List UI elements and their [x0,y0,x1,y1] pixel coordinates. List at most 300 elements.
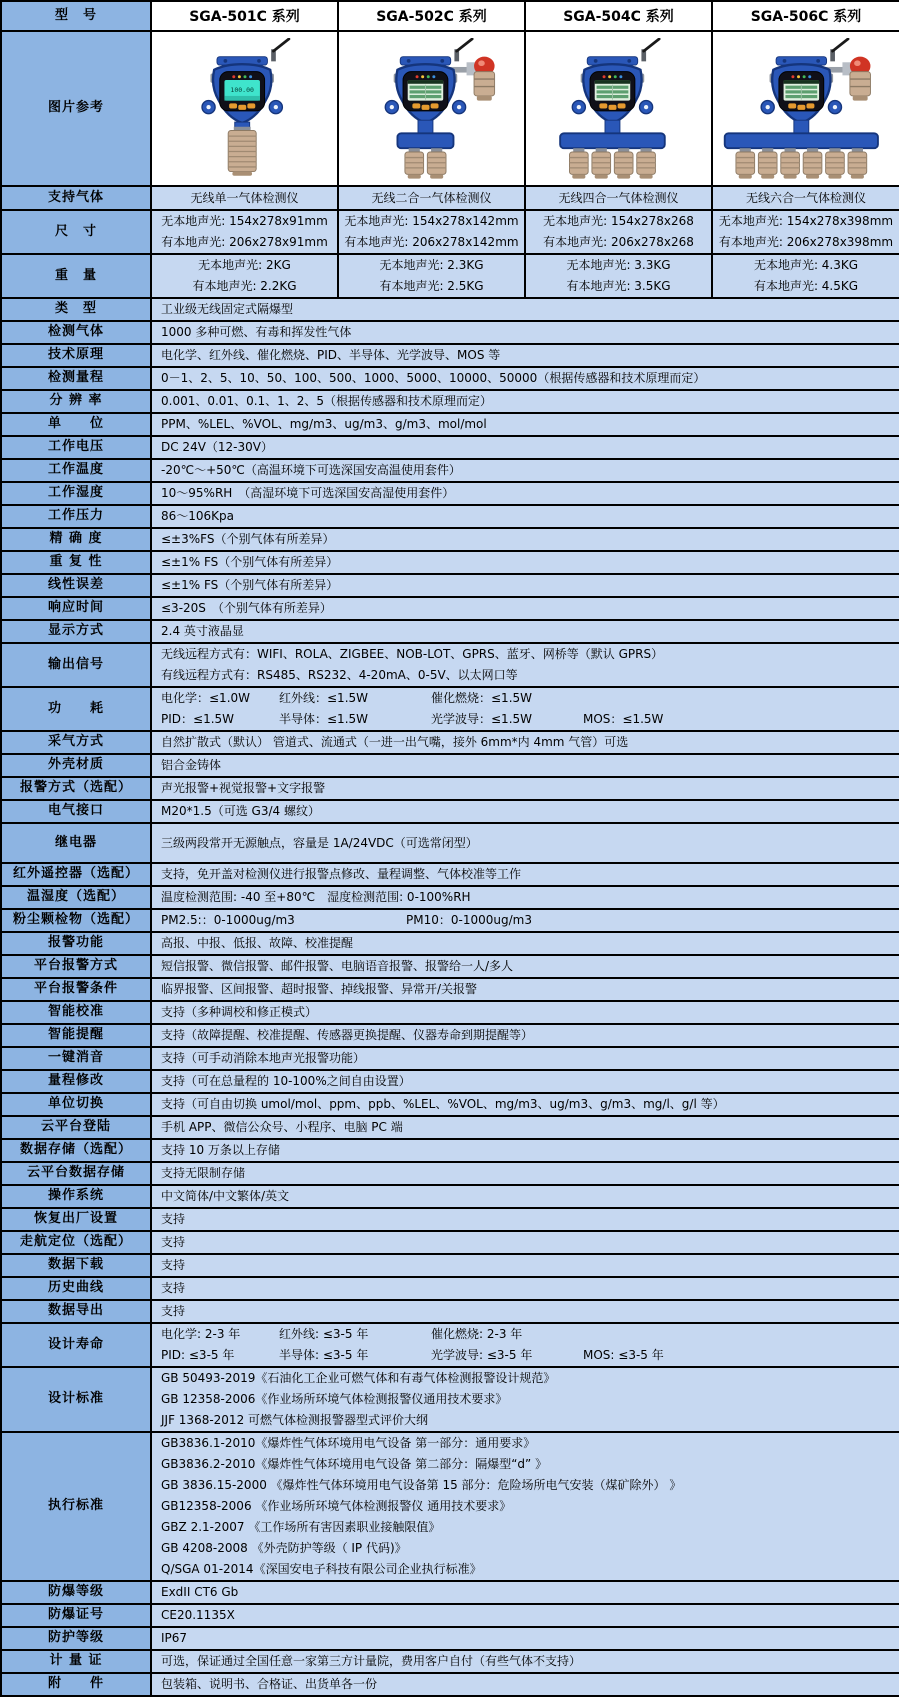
spec-line [161,1232,899,1253]
row-label: 工作温度 [1,459,151,482]
spec-text: 电化学：≤1.0W [161,691,251,705]
spec-line [161,833,899,854]
sensor-head [228,126,256,175]
sensor-head [826,148,845,178]
spec-text: GB3836.1-2010《爆炸性气体环境用电气设备 第一部分：通用要求》 [161,1436,536,1450]
row-label: 附 件 [1,1673,151,1696]
spec-line [161,483,899,504]
row-label: 防爆等级 [1,1581,151,1604]
product-image-sga-502c [338,31,525,186]
spec-value-cell [151,863,899,886]
product-image-sga-506c [712,31,899,186]
product-value: 无线二合一气体检测仪 [371,190,492,205]
row-label: 显示方式 [1,620,151,643]
spec-line [161,1674,899,1695]
spec-row [1,1300,899,1323]
spec-row [1,932,899,955]
spec-row [1,551,899,574]
spec-text: 支持（可在总量程的 10-100%之间自由设置） [161,1074,411,1088]
spec-text: 手机 APP、微信公众号、小程序、电脑 PC 端 [161,1120,403,1134]
spec-text: Q/SGA 01-2014《深国安电子科技有限公司企业执行标准》 [161,1562,482,1576]
spec-line [161,621,899,642]
spec-row [1,597,899,620]
sensor-head [591,148,610,178]
spec-line [161,1117,899,1138]
sensor-head [758,148,777,178]
spec-value-cell [151,1162,899,1185]
row-label: 输出信号 [1,643,151,687]
spec-row [1,978,899,1001]
spec-value-cell [151,574,899,597]
row-label: 尺 寸 [1,210,151,254]
spec-value-cell [151,731,899,754]
row-label: 云平台登陆 [1,1116,151,1139]
spec-text: 催化燃烧: 2-3 年 [431,1327,523,1341]
spec-value-cell [151,1139,899,1162]
product-value: 无本地声光: 3.3KG [566,258,671,272]
row-label: 数据存储（选配） [1,1139,151,1162]
spec-row [1,1070,899,1093]
spec-text: 2.4 英寸液晶显 [161,624,244,638]
row-label: 采气方式 [1,731,151,754]
spec-line [161,1278,899,1299]
sensor-head [614,148,633,178]
row-label: 数据下载 [1,1254,151,1277]
spec-line [161,933,899,954]
row-label: 重 量 [1,254,151,298]
spec-row [1,909,899,932]
detector-body [572,56,652,122]
spec-value-cell [151,1323,899,1367]
spec-text: DC 24V（12-30V） [161,440,273,454]
spec-row [1,1627,899,1650]
spec-row [1,1673,899,1696]
spec-value-cell [151,687,899,731]
spec-value-cell [151,1581,899,1604]
spec-row [1,687,899,731]
spec-value-cell [151,298,899,321]
spec-text: ≤±3%FS（个别气体有所差异） [161,532,335,546]
spec-text: 催化燃烧：≤1.5W [431,691,533,705]
row-label: 计 量 证 [1,1650,151,1673]
spec-value-cell [151,551,899,574]
spec-line [161,1048,899,1069]
spec-text: 支持 [161,1281,186,1295]
sensor-head [427,148,446,178]
row-label-model: 型 号 [1,1,151,31]
spec-row [1,482,899,505]
spec-row [1,955,899,978]
product-row [1,210,899,254]
detector-body [761,56,841,122]
row-label: 单位切换 [1,1093,151,1116]
antenna-icon [271,38,289,60]
spec-text: 可选，保证通过全国任意一家第三方计量院，费用客户自付（有些气体不支持） [161,1654,582,1668]
product-value: 无线六合一气体检测仪 [745,190,866,205]
product-value: 有本地声光: 206x278x142mm [344,235,519,249]
spec-row [1,1162,899,1185]
spec-row [1,321,899,344]
spec-value-cell [151,1367,899,1432]
spec-text: PID: ≤3-5 年 [161,1348,235,1362]
spec-line [161,506,899,527]
product-photo-sga-506c [719,38,893,180]
product-photo-sga-502c [345,38,519,180]
spec-text: -20℃～+50℃（高温环境下可选深国安高温使用套件） [161,463,461,477]
spec-line [161,688,899,709]
spec-line [161,864,899,885]
spec-line [161,979,899,1000]
product-value: 有本地声光: 206x278x398mm [718,235,894,249]
spec-text: 自然扩散式（默认） 管道式、流通式（一进一出气嘴，接外 6mm*内 4mm 气管）可选 [161,735,629,749]
row-label: 功 耗 [1,687,151,731]
spec-text: ≤±1% FS（个别气体有所差异） [161,578,339,592]
row-label: 分 辨 率 [1,390,151,413]
sensor-head [803,148,822,178]
row-label: 走航定位（选配） [1,1231,151,1254]
product-value: 无线单一气体检测仪 [190,190,299,205]
spec-row [1,436,899,459]
spec-value-cell [151,344,899,367]
spec-text: 包装箱、说明书、合格证、出货单各一份 [161,1677,378,1691]
model-name: SGA-504C 系列 [525,1,712,31]
spec-text: GB 3836.15-2000 《爆炸性气体环境用电气设备第 15 部分：危险场所电气安装（煤矿除外） 》 [161,1478,682,1492]
spec-value-cell [151,800,899,823]
spec-line [161,1186,899,1207]
spec-row [1,1116,899,1139]
spec-row [1,1139,899,1162]
spec-row [1,777,899,800]
spec-row [1,643,899,687]
spec-value-cell [151,1208,899,1231]
spec-text: 无线远程方式有：WIFI、ROLA、ZIGBEE、NOB-LOT、GPRS、蓝牙、网桥等（默认 GPRS） [161,647,664,661]
spec-value-cell [151,1432,899,1581]
row-label: 一键消音 [1,1047,151,1070]
spec-row [1,1432,899,1581]
spec-value-cell [151,1254,899,1277]
spec-line [161,1025,899,1046]
product-value-cell [151,254,338,298]
spec-text: 支持（可自由切换 umol/mol、ppm、ppb、%LEL、%VOL、mg/m3、ug/m3、g/m3、mg/l、g/l 等） [161,1097,725,1111]
spec-text: 支持，免开盖对检测仪进行报警点修改、量程调整、气体校准等工作 [161,867,522,881]
row-label: 智能校准 [1,1001,151,1024]
spec-text: PM10：0-1000ug/m3 [406,913,532,927]
spec-line [161,1389,899,1410]
row-label: 外壳材质 [1,754,151,777]
spec-value-cell [151,886,899,909]
spec-row [1,1604,899,1627]
spec-text: 有线远程方式有：RS485、RS232、4-20mA、0-5V、以太网口等 [161,668,518,682]
spec-row [1,823,899,863]
spec-row [1,1367,899,1432]
product-photo-sga-501c [158,38,332,180]
spec-value-cell [151,1024,899,1047]
spec-row [1,1277,899,1300]
product-value: 无本地声光: 154x278x142mm [344,214,519,228]
spec-value-cell [151,932,899,955]
spec-row [1,574,899,597]
spec-text: 三级两段常开无源触点，容量是 1A/24VDC（可选常闭型） [161,835,478,850]
spec-line [161,1475,899,1496]
spec-line [161,1301,899,1322]
detector-body [202,56,282,122]
model-name: SGA-502C 系列 [338,1,525,31]
spec-text: 86～106Kpa [161,509,235,523]
spec-text: GBZ 2.1-2007 《工作场所有害因素职业接触限值》 [161,1520,441,1534]
spec-text: 支持 [161,1212,186,1226]
spec-row [1,298,899,321]
spec-line [161,1094,899,1115]
spec-text: 支持 10 万条以上存储 [161,1143,280,1157]
row-label: 精 确 度 [1,528,151,551]
spec-line [161,1002,899,1023]
spec-line [161,1071,899,1092]
spec-value-cell [151,754,899,777]
spec-text: PID：≤1.5W [161,712,235,726]
spec-line [161,644,899,665]
spec-line [161,1454,899,1475]
product-row [1,186,899,210]
row-label: 红外遥控器（选配） [1,863,151,886]
product-value: 无本地声光: 154x278x91mm [161,214,328,228]
spec-text: 临界报警、区间报警、超时报警、掉线报警、异常开/关报警 [161,982,478,996]
spec-text: 支持 [161,1304,186,1318]
spec-line [161,552,899,573]
row-label: 检测量程 [1,367,151,390]
spec-line [161,368,899,389]
spec-line [161,437,899,458]
row-label: 响应时间 [1,597,151,620]
spec-text: 支持（可手动消除本地声光报警功能） [161,1051,366,1065]
spec-value-cell [151,436,899,459]
product-value: 有本地声光: 206x278x268 [543,235,694,249]
screen-reading: 100.00 [229,85,254,94]
spec-text: 光学波导：≤1.5W [431,712,533,726]
spec-line [161,665,899,686]
spec-value-cell [151,367,899,390]
spec-row [1,505,899,528]
spec-line [161,414,899,435]
spec-text: 电化学: 2-3 年 [161,1327,241,1341]
spec-line [161,1582,899,1603]
spec-line [161,299,899,320]
spec-text: GB 4208-2008 《外壳防护等级（ IP 代码)》 [161,1541,407,1555]
spec-row [1,528,899,551]
product-value-cell [525,186,712,210]
spec-row [1,367,899,390]
product-image-sga-504c [525,31,712,186]
spec-row [1,1650,899,1673]
spec-text: CE20.1135X [161,1608,235,1622]
spec-row [1,731,899,754]
spec-line [161,1410,899,1431]
product-value: 无线四合一气体检测仪 [558,190,679,205]
row-label: 操作系统 [1,1185,151,1208]
spec-line [161,1605,899,1626]
spec-row [1,344,899,367]
spec-value-cell [151,1185,899,1208]
product-photo-sga-504c [532,38,706,180]
spec-text: 中文简体/中文繁体/英文 [161,1189,290,1203]
spec-text: 光学波导: ≤3-5 年 [431,1348,533,1362]
spec-value-cell [151,482,899,505]
spec-line [161,1496,899,1517]
spec-text: 电化学、红外线、催化燃烧、PID、半导体、光学波导、MOS 等 [161,348,501,362]
product-value: 有本地声光: 4.5KG [753,279,859,293]
spec-row [1,800,899,823]
image-row [1,31,899,186]
spec-line [161,1140,899,1161]
spec-value-cell [151,1277,899,1300]
spec-value-cell [151,459,899,482]
row-label: 报警功能 [1,932,151,955]
spec-line [161,391,899,412]
spec-line [161,1324,899,1345]
spec-text: M20*1.5（可选 G3/4 螺纹） [161,804,320,818]
spec-line [161,1368,899,1389]
spec-row [1,1093,899,1116]
product-value: 无本地声光: 154x278x268 [543,214,694,228]
spec-line [161,732,899,753]
row-label: 技术原理 [1,344,151,367]
spec-value-cell [151,777,899,800]
spec-value-cell [151,823,899,863]
spec-value-cell [151,413,899,436]
product-value-cell [712,186,899,210]
row-label: 设计寿命 [1,1323,151,1367]
row-label: 云平台数据存储 [1,1162,151,1185]
spec-text: 支持（故障提醒、校准提醒、传感器更换提醒、仪器寿命到期提醒等） [161,1028,534,1042]
spec-text: 0.001、0.01、0.1、1、2、5（根据传感器和技术原理而定） [161,394,493,408]
spec-text: 工业级无线固定式隔爆型 [161,302,294,316]
spec-line [161,575,899,596]
detector-body [385,56,465,122]
spec-value-cell [151,505,899,528]
spec-value-cell [151,1093,899,1116]
row-label: 工作压力 [1,505,151,528]
spec-text: MOS：≤1.5W [583,712,664,726]
row-label: 工作电压 [1,436,151,459]
spec-line [161,1538,899,1559]
spec-text: 0－1、2、5、10、50、100、500、1000、5000、10000、50000（根据传感器和技术原理而定） [161,371,706,385]
product-value-cell [338,254,525,298]
spec-text: 红外线：≤1.5W [279,691,369,705]
spec-text: 温度检测范围: -40 至+80℃ 湿度检测范围: 0-100%RH [161,890,471,904]
spec-line [161,1433,899,1454]
spec-row [1,390,899,413]
spec-row [1,1581,899,1604]
spec-value-cell [151,955,899,978]
spec-text: 1000 多种可燃、有毒和挥发性气体 [161,325,352,339]
sensor-head [781,148,800,178]
spec-line [161,887,899,908]
row-label: 历史曲线 [1,1277,151,1300]
product-value-cell [525,254,712,298]
spec-row [1,886,899,909]
row-label: 检测气体 [1,321,151,344]
spec-text: GB 12358-2006《作业场所环境气体检测报警仪通用技术要求》 [161,1392,508,1406]
spec-value-cell [151,390,899,413]
spec-text: 铝合金铸体 [161,758,222,772]
spec-value-cell [151,620,899,643]
spec-line [161,755,899,776]
row-label: 防护等级 [1,1627,151,1650]
spec-value-cell [151,1231,899,1254]
spec-text: JJF 1368-2012 可燃气体检测报警器型式评价大纲 [161,1413,429,1427]
row-label: 工作湿度 [1,482,151,505]
sensor-head [569,148,588,178]
row-label: 线性误差 [1,574,151,597]
model-name: SGA-501C 系列 [151,1,338,31]
spec-value-cell [151,643,899,687]
spec-line [161,345,899,366]
sensor-head [636,148,655,178]
antenna-icon [830,38,848,60]
spec-line [161,529,899,550]
sensor-head [736,148,755,178]
spec-line [161,1628,899,1649]
spec-text: GB12358-2006 《作业场所环境气体检测报警仪 通用技术要求》 [161,1499,512,1513]
spec-row [1,413,899,436]
row-label: 重 复 性 [1,551,151,574]
spec-value-cell [151,1070,899,1093]
row-label: 报警方式（选配） [1,777,151,800]
product-value: 有本地声光: 206x278x91mm [161,235,328,249]
spec-value-cell [151,321,899,344]
row-label: 类 型 [1,298,151,321]
row-label: 平台报警方式 [1,955,151,978]
row-label: 恢复出厂设置 [1,1208,151,1231]
row-label: 温湿度（选配） [1,886,151,909]
spec-text: 支持无限制存储 [161,1166,246,1180]
row-label: 量程修改 [1,1070,151,1093]
row-label: 防爆证号 [1,1604,151,1627]
spec-line [161,1559,899,1580]
spec-value-cell [151,1627,899,1650]
manifold [397,133,453,148]
spec-line [161,801,899,822]
row-label: 数据导出 [1,1300,151,1323]
product-value-cell [338,210,525,254]
spec-value-cell [151,528,899,551]
spec-line [161,709,899,730]
spec-text: 支持 [161,1258,186,1272]
model-name: SGA-506C 系列 [712,1,899,31]
row-label: 执行标准 [1,1432,151,1581]
spec-value-cell [151,1673,899,1696]
spec-text: 支持（多种调校和修正模式） [161,1005,318,1019]
product-value: 无本地声光: 4.3KG [753,258,859,272]
spec-row [1,1231,899,1254]
spec-value-cell [151,909,899,932]
row-label: 粉尘颗检物（选配） [1,909,151,932]
spec-row [1,1024,899,1047]
spec-row [1,1254,899,1277]
spec-value-cell [151,1650,899,1673]
product-row [1,254,899,298]
spec-line [161,1517,899,1538]
spec-row [1,1323,899,1367]
spec-text: ExdII CT6 Gb [161,1585,239,1599]
product-value-cell [712,254,899,298]
spec-value-cell [151,1604,899,1627]
spec-row [1,1208,899,1231]
row-label: 支持气体 [1,186,151,210]
spec-text: 10～95%RH （高湿环境下可选深国安高湿使用套件） [161,486,455,500]
row-label: 平台报警条件 [1,978,151,1001]
antenna-icon [641,38,659,60]
row-label: 智能提醒 [1,1024,151,1047]
